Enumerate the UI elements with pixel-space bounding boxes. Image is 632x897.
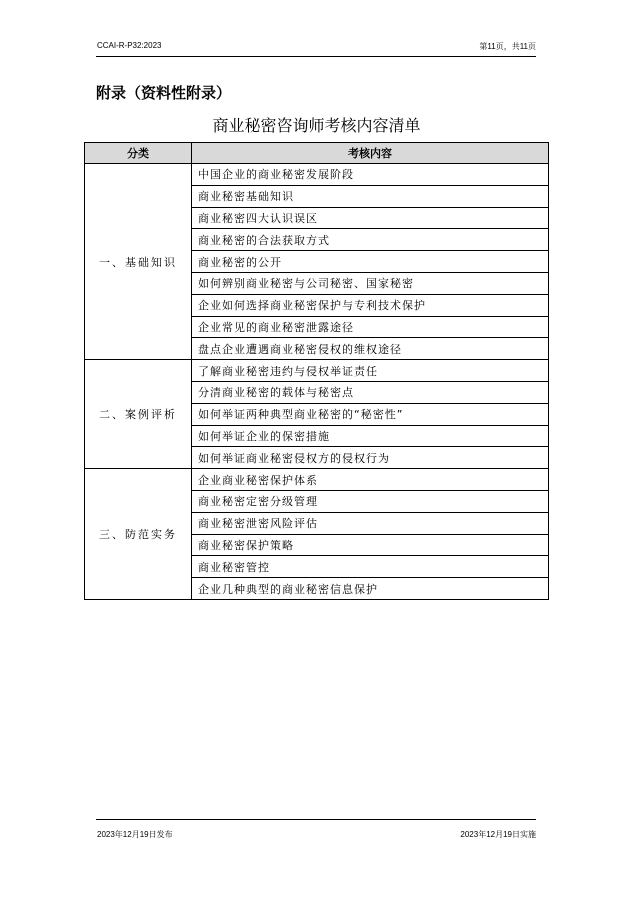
footer-divider (96, 819, 536, 820)
content-cell: 盘点企业遭遇商业秘密侵权的维权途径 (192, 338, 549, 360)
content-cell: 商业秘密泄密风险评估 (192, 512, 549, 534)
content-cell: 如何举证企业的保密措施 (192, 425, 549, 447)
column-header-content: 考核内容 (192, 143, 549, 164)
content-cell: 商业秘密基础知识 (192, 185, 549, 207)
content-cell: 商业秘密定密分级管理 (192, 490, 549, 512)
content-cell: 企业常见的商业秘密泄露途径 (192, 316, 549, 338)
content-cell: 商业秘密管控 (192, 556, 549, 578)
assessment-table (84, 142, 549, 600)
page-title: 商业秘密咨询师考核内容清单 (212, 116, 421, 135)
appendix-label: 附录（资料性附录） (96, 84, 232, 102)
content-cell: 如何辨别商业秘密与公司秘密、国家秘密 (192, 272, 549, 294)
content-cell: 分清商业秘密的载体与秘密点 (192, 381, 549, 403)
content-cell: 商业秘密的合法获取方式 (192, 229, 549, 251)
table-row (85, 469, 549, 491)
content-cell: 企业几种典型的商业秘密信息保护 (192, 578, 549, 600)
content-cell: 了解商业秘密违约与侵权举证责任 (192, 360, 549, 382)
content-cell: 商业秘密四大认识误区 (192, 207, 549, 229)
category-cell: 三、防范实务 (85, 469, 192, 600)
category-cell: 二、案例评析 (85, 360, 192, 469)
content-cell: 中国企业的商业秘密发展阶段 (192, 164, 549, 186)
content-cell: 商业秘密的公开 (192, 251, 549, 273)
category-cell: 一、基础知识 (85, 164, 192, 360)
header-doc-code: CCAI-R-P32:2023 (97, 41, 162, 50)
table-body (85, 164, 549, 600)
table-row (85, 164, 549, 186)
table-header-row (85, 143, 549, 164)
footer-publish-date: 2023年12月19日发布 (97, 830, 173, 839)
content-cell: 如何举证商业秘密侵权方的侵权行为 (192, 447, 549, 469)
content-cell: 如何举证两种典型商业秘密的“秘密性” (192, 403, 549, 425)
content-cell: 商业秘密保护策略 (192, 534, 549, 556)
column-header-category: 分类 (85, 143, 192, 164)
footer-effective-date: 2023年12月19日实施 (460, 830, 536, 839)
header-page-number: 第11页，共11页 (479, 42, 536, 51)
content-cell: 企业商业秘密保护体系 (192, 469, 549, 491)
header-divider (96, 56, 536, 57)
table-row (85, 360, 549, 382)
content-cell: 企业如何选择商业秘密保护与专利技术保护 (192, 294, 549, 316)
